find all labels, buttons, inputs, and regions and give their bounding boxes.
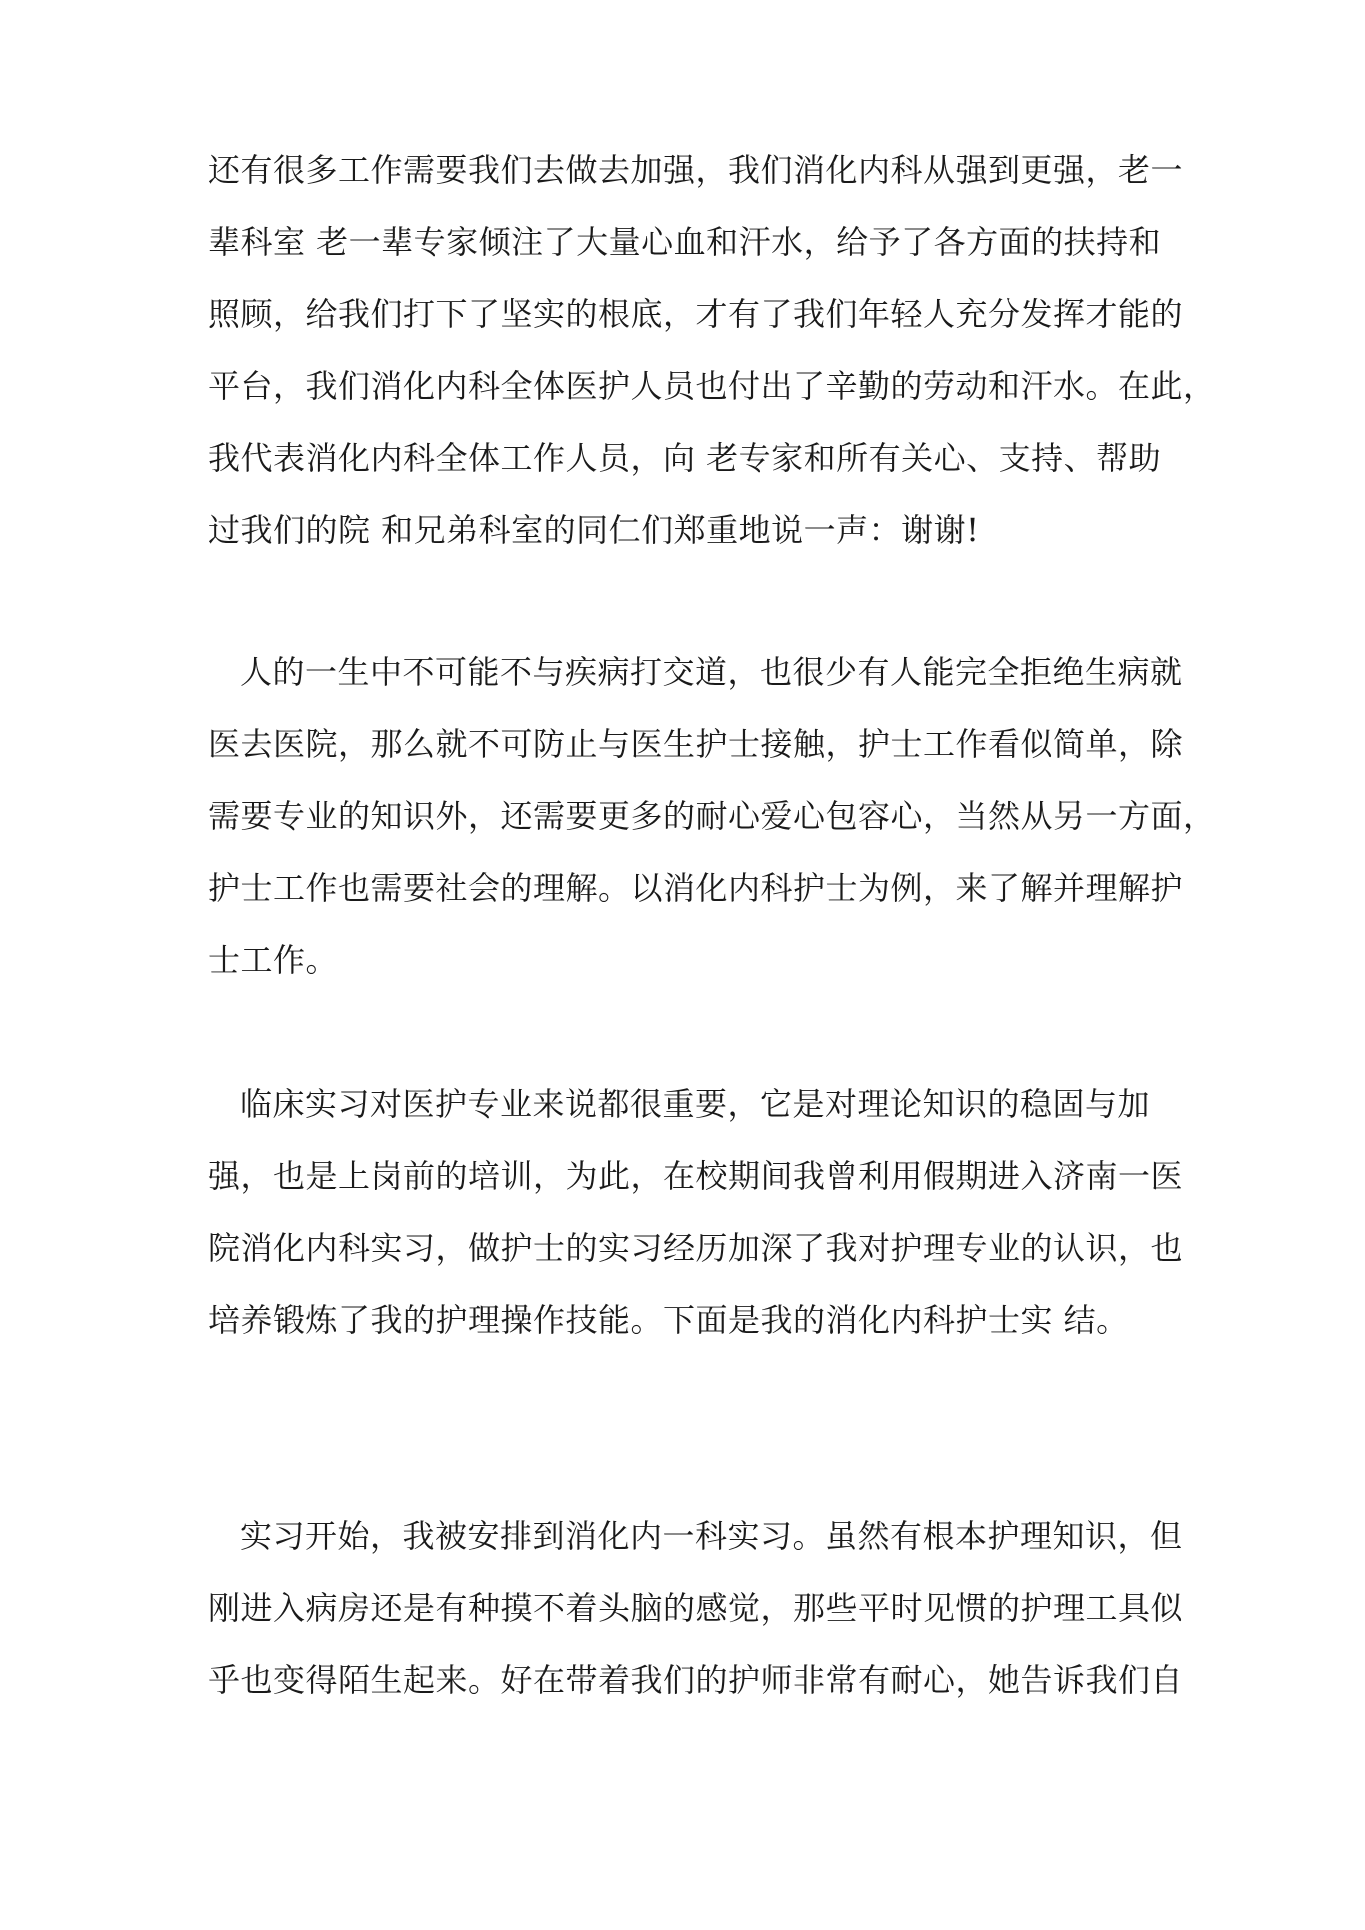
text-line: 照顾，给我们打下了坚实的根底，才有了我们年轻人充分发挥才能的 bbox=[208, 295, 1184, 333]
text-line: 平台，我们消化内科全体医护人员也付出了辛勤的劳动和汗水。在此， bbox=[208, 367, 1216, 405]
text-line: 过我们的院 和兄弟科室的同仁们郑重地说一声：谢谢! bbox=[208, 511, 980, 549]
text-line: 士工作。 bbox=[208, 941, 339, 979]
text-line: 乎也变得陌生起来。好在带着我们的护师非常有耐心，她告诉我们自 bbox=[208, 1661, 1184, 1699]
text-line: 护士工作也需要社会的理解。以消化内科护士为例，来了解并理解护 bbox=[208, 869, 1184, 907]
text-line: 强，也是上岗前的培训，为此，在校期间我曾利用假期进入济南一医 bbox=[208, 1157, 1184, 1195]
paragraph-2 bbox=[208, 636, 1216, 996]
paragraph-3 bbox=[208, 1068, 1198, 1356]
text-line: 我代表消化内科全体工作人员，向 老专家和所有关心、支持、帮助 bbox=[208, 439, 1162, 477]
text-line: 需要专业的知识外，还需要更多的耐心爱心包容心，当然从另一方面， bbox=[208, 797, 1216, 835]
text-line: 院消化内科实习，做护士的实习经历加深了我对护理专业的认识，也 bbox=[208, 1229, 1184, 1267]
text-line: 还有很多工作需要我们去做去加强，我们消化内科从强到更强，老一 bbox=[208, 151, 1184, 189]
paragraph-4 bbox=[208, 1500, 1198, 1716]
text-line: 刚进入病房还是有种摸不着头脑的感觉，那些平时见惯的护理工具似 bbox=[208, 1589, 1184, 1627]
text-line: 临床实习对医护专业来说都很重要，它是对理论知识的稳固与加 bbox=[208, 1085, 1151, 1123]
text-line: 辈科室 老一辈专家倾注了大量心血和汗水，给予了各方面的扶持和 bbox=[208, 223, 1162, 261]
text-line: 医去医院，那么就不可防止与医生护士接触，护士工作看似简单，除 bbox=[208, 725, 1184, 763]
text-line: 培养锻炼了我的护理操作技能。下面是我的消化内科护士实 结。 bbox=[208, 1301, 1129, 1339]
text-line: 人的一生中不可能不与疾病打交道，也很少有人能完全拒绝生病就 bbox=[208, 653, 1183, 691]
text-line: 实习开始，我被安排到消化内一科实习。虽然有根本护理知识，但 bbox=[208, 1517, 1183, 1555]
paragraph-1 bbox=[208, 134, 1216, 566]
